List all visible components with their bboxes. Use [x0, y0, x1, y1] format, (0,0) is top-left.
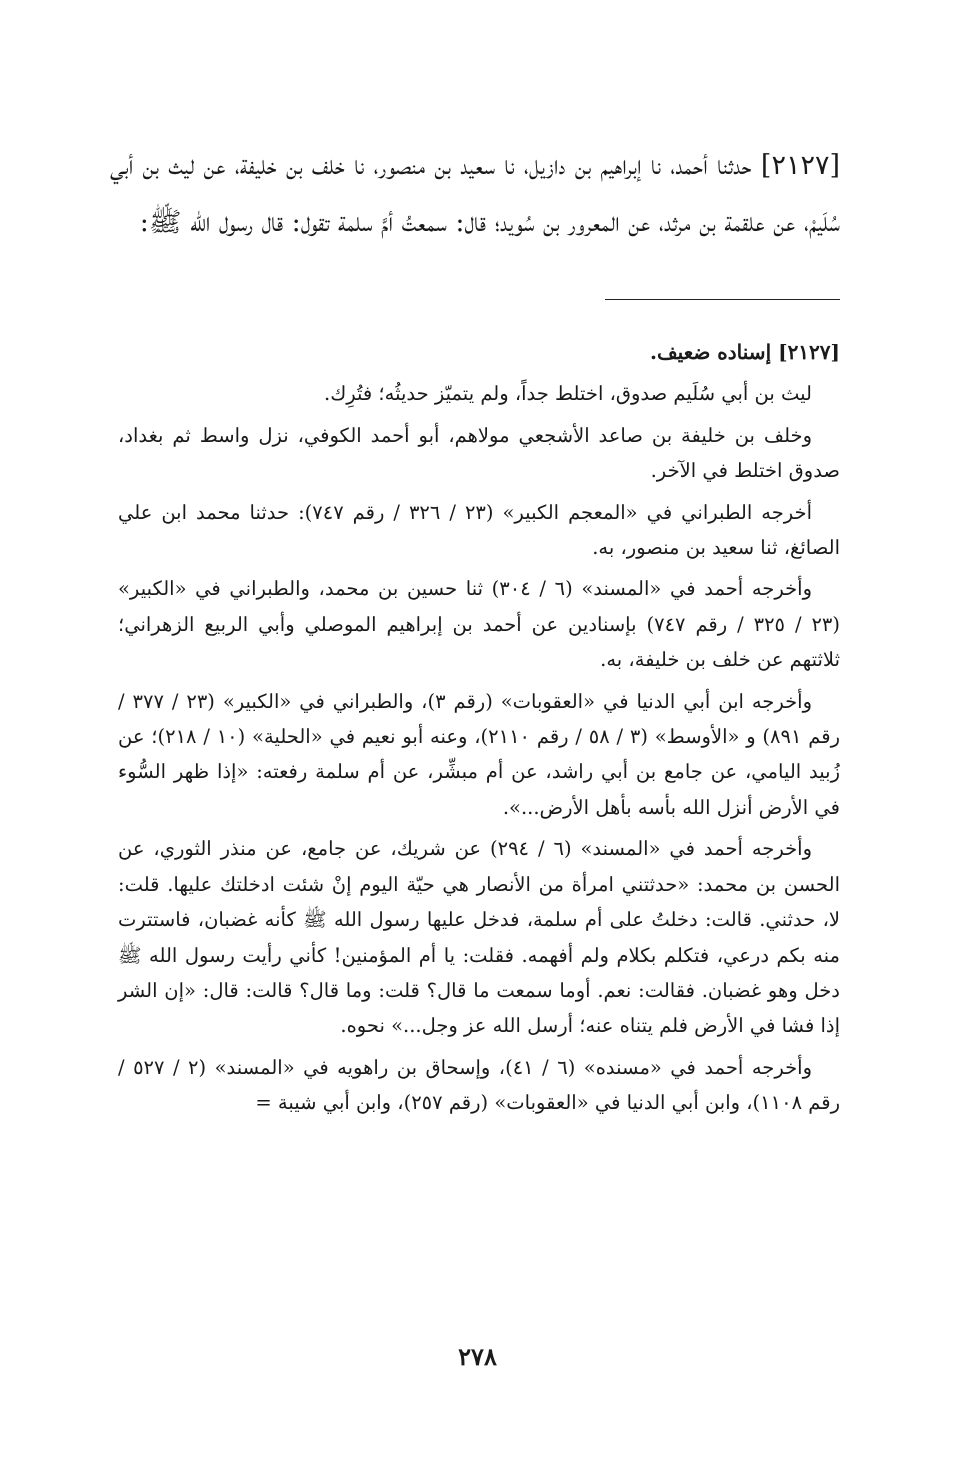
footnote-paragraph: وأخرجه أحمد في «المسند» (٦ / ٢٩٤) عن شريك، عن جامع، عن منذر الثوري، عن الحسن بن محمد: «حدثتني امرأة من الأنصار هي حيّة اليوم إنْ شئت ادخلتك عليها. قلت: لا، حدثني. قالت: دخلتُ على أم سلمة، فدخل عليها رسول الله ﷺ كأنه غضبان، فاستترت منه بكم درعي، فتكلم بكلام ولم أفهمه. فقلت: يا أم المؤمنين! كأني رأيت رسول الله ﷺ دخل وهو غضبان. فقالت: نعم. أوما سمعت ما قال؟ قلت: وما قال؟ قالت: قال: «إن الشر إذا فشا في الأرض فلم يتناه عنه؛ أرسل الله عز وجل...» نحوه.: [118, 837, 840, 1038]
footnote-heading: [٢١٢٧] إسناده ضعيف.: [650, 340, 840, 364]
footnotes-section: [118, 335, 840, 1121]
footnote-paragraph: أخرجه الطبراني في «المعجم الكبير» (٢٣ / ٣٢٦ / رقم ٧٤٧): حدثنا محمد ابن علي الصائغ، ثنا سعيد بن منصور، به.: [118, 500, 840, 560]
page-number: ٢٧٨: [458, 1342, 497, 1371]
footnote-paragraph: وأخرجه أحمد في «مسنده» (٦ / ٤١)، وإسحاق بن راهويه في «المسند» (٢ / ٥٢٧ / رقم ١١٠٨)، وابن أبي الدنيا في «العقوبات» (رقم ٢٥٧)، وابن أبي شيبة =: [118, 1055, 840, 1115]
footnote-divider: [605, 299, 840, 300]
footnote-paragraph: وأخرجه أحمد في «المسند» (٦ / ٣٠٤) ثنا حسين بن محمد، والطبراني في «الكبير» (٢٣ / ٣٢٥ / رقم ٧٤٧) بإسنادين عن أحمد بن إبراهيم الموصلي وأبي الربيع الزهراني؛ ثلاثتهم عن خلف بن خليفة، به.: [118, 577, 841, 672]
footnote-paragraph: وخلف بن خليفة بن صاعد الأشجعي مولاهم، أبو أحمد الكوفي، نزل واسط ثم بغداد، صدوق اختلط في الآخر.: [118, 423, 840, 483]
footnote-paragraph: ليث بن أبي سُلَيم صدوق، اختلط جداً، ولم يتميّز حديثُه؛ فتُرِك.: [324, 382, 812, 406]
footnote-paragraph: وأخرجه ابن أبي الدنيا في «العقوبات» (رقم ٣)، والطبراني في «الكبير» (٢٣ / ٣٧٧ / رقم ٨٩١) و «الأوسط» (٣ / ٥٨ / رقم ٢١١٠)، وعنه أبو نعيم في «الحلية» (١٠ / ٢١٨)؛ عن زُبيد اليامي، عن جامع بن أبي راشد، عن أم مبشِّر، عن أم سلمة رفعته: «إذا ظهر السُّوء في الأرض أنزل الله بأسه بأهل الأرض...».: [118, 689, 840, 819]
hadith-text: [٢١٢٧] حدثنا أحمد، نا إبراهيم بن دازيل، نا سعيد بن منصور، نا خلف بن خليفة، عن ليث بن أبي سُلَيمْ، عن علقمة بن مرثد، عن المعرور بن سُويد؛ قال: سمعتُ أمَّ سلمة تقول: قال رسول الله ﷺ:: [110, 150, 840, 238]
